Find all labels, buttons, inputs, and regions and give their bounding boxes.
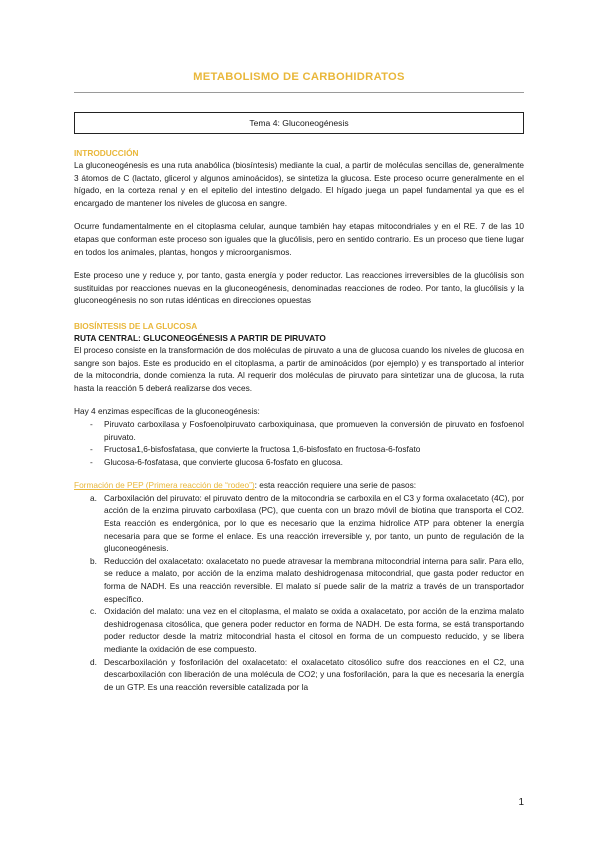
pep-text: : esta reacción requiere una serie de pasos: [254, 480, 417, 491]
step-item [90, 605, 524, 655]
enzymes-intro: Hay 4 enzimas específicas de la gluconeogénesis: [74, 406, 260, 417]
step-marker: b. [90, 555, 97, 566]
intro-heading: INTRODUCCIÓN [74, 148, 139, 158]
step-marker: a. [90, 492, 97, 503]
step-item [90, 555, 524, 605]
topic-box: Tema 4: Gluconeogénesis [74, 112, 524, 134]
step-text: Carboxilación del piruvato: el piruvato dentro de la mitocondria se carboxila en el C3 y forma oxalacetato (4C), por acción de la enzima piruvato carboxilasa (PC), que cuenta con un brazo móvil de biotina que transporta el CO2. Esta reacción es endergónica, por lo que es necesario que la enzima hidrolice ATP para obtener la energía necesaria para que se forme el enlace. Es una reacción irreversible y, por tanto, un punto de regulación de la gluconeogénesis. [104, 492, 524, 554]
enzyme-item: - Fructosa1,6-bisfosfatasa, que convierte la fructosa 1,6-bisfosfato en fructosa-6-fosfato [90, 443, 524, 456]
step-marker: d. [90, 656, 97, 667]
intro-paragraph-2: Ocurre fundamentalmente en el citoplasma celular, aunque también hay etapas mitocondriales y en el RE. 7 de las 10 etapas que conforman este proceso son iguales que la glucólisis, pero en sentido contrario. Es un proceso que tiene lugar en todos los animales, plantas, hongos y microorganismos. [74, 221, 524, 257]
enzyme-list [74, 418, 524, 468]
intro-paragraph-1: La gluconeogénesis es una ruta anabólica (biosíntesis) mediante la cual, a partir de moléculas sencillas de, generalmente 3 átomos de C (lactato, glicerol y algunos aminoácidos), se sintetiza la glucosa. Este proceso ocurre generalmente en el hígado, en la corteza renal y en el epitelio del intestino delgado. El hígado juega un papel fundamental ya que es el encargado de mantener los niveles de glucosa en sangre. [74, 160, 524, 208]
biosynthesis-heading: BIOSÍNTESIS DE LA GLUCOSA [74, 320, 198, 331]
step-marker: c. [90, 606, 97, 617]
enzyme-item: - Piruvato carboxilasa y Fosfoenolpiruvato carboxiquinasa, que promueven la conversión de piruvato en fosfoenol piruvato. [90, 418, 524, 443]
pep-paragraph [74, 479, 524, 492]
step-text: Reducción del oxalacetato: oxalacetato no puede atravesar la membrana mitocondrial interna para salir. Para ello, se reduce a malato, por acción de la enzima malato deshidrogenasa mitocondrial, que gasta poder reductor en forma de NADH. Es una reacción reversible. El malato sí puede salir de la matriz a través de un transportador específico. [104, 555, 524, 604]
pep-steps-list [74, 492, 524, 694]
biosynthesis-paragraph: El proceso consiste en la transformación de dos moléculas de piruvato a una de glucosa cuando los niveles de glucosa en sangre son bajos. Este es producido en el citoplasma, a partir de aminoácidos (por ejemplo) y es transportado al interior de la mitocondria, donde comienza la ruta. Al requerir dos moléculas de piruvato para sintetizar una de glucosa, la ruta hasta la reacción 5 deberá realizarse dos veces. [74, 344, 524, 393]
step-text: Descarboxilación y fosforilación del oxalacetato: el oxalacetato citosólico sufre dos reacciones en el C2, una descarboxilación con liberación de una molécula de CO2; y una fosforilación, para la que es necesaria la energía de un GTP. Es una reacción reversible catalizada por la [104, 656, 524, 692]
document-title: METABOLISMO DE CARBOHIDRATOS [193, 71, 405, 83]
pep-link[interactable]: Formación de PEP (Primera reacción de “rodeo”) [74, 480, 255, 491]
step-item [90, 492, 524, 555]
title-divider [74, 92, 524, 93]
step-item [90, 656, 524, 694]
page-number: 1 [518, 797, 524, 808]
enzyme-item: - Glucosa-6-fosfatasa, que convierte glucosa 6-fosfato en glucosa. [90, 456, 524, 469]
central-route-subheading: RUTA CENTRAL: GLUCONEOGÉNESIS A PARTIR DE PIRUVATO [74, 332, 326, 343]
intro-paragraph-3: Este proceso une y reduce y, por tanto, gasta energía y poder reductor. Las reacciones irreversibles de la glucólisis son sustituidas por reacciones nuevas en la gluconeogénesis, denominadas reacciones de rodeo. Por tanto, la glucólisis y la gluconeogénesis no son rutas idénticas en direcciones opuestas [74, 270, 524, 306]
step-text: Oxidación del malato: una vez en el citoplasma, el malato se oxida a oxalacetato, por acción de la enzima malato deshidrogenasa citosólica, que genera poder reductor en forma de NADH. De esta forma, se está transportando poder reductor desde la matriz mitocondrial hasta el citosol en forma de un compuesto reducido, y se libera mediante la oxidación de ese compuesto. [104, 606, 524, 654]
